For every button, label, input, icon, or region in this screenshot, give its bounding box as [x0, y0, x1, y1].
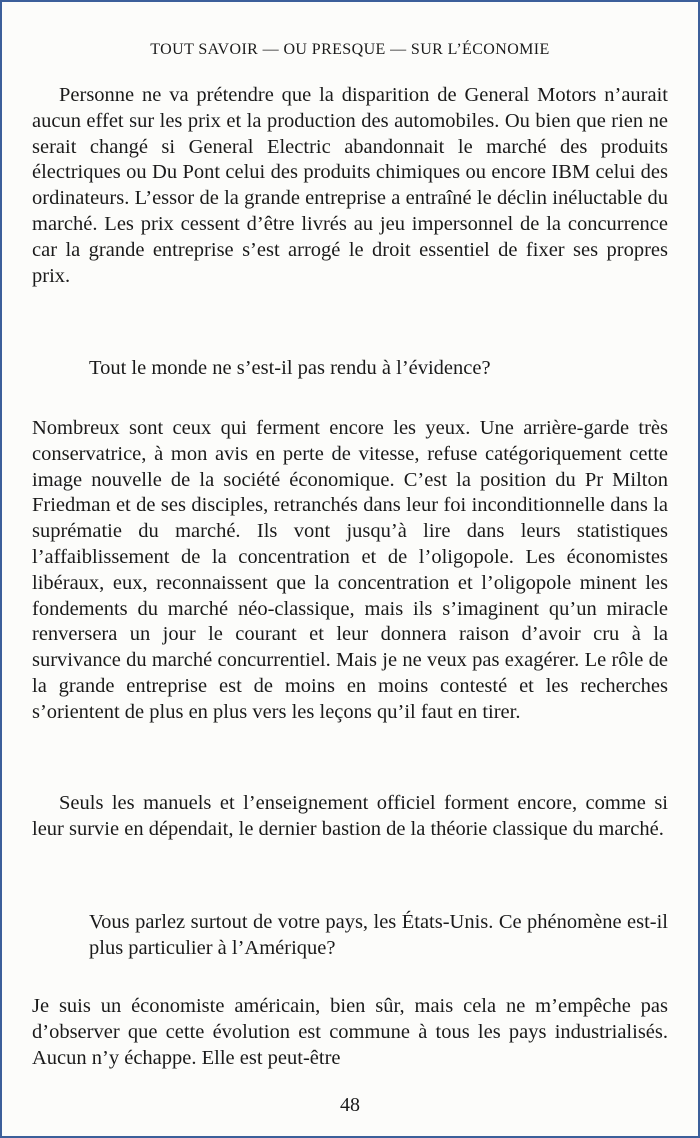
running-head: TOUT SAVOIR — OU PRESQUE — SUR L’ÉCONOMIE — [150, 41, 550, 58]
paragraph-3: Seuls les manuels et l’enseignement officiel forment encore, comme si leur survie en dépendait, le dernier bastion de la théorie classique du marché. — [32, 792, 668, 840]
paragraph-2: Nombreux sont ceux qui ferment encore les yeux. Une arrière-garde très conservatrice, à mon avis en perte de vitesse, refuse catégoriquement cette image nouvelle de la société économique. C’est la position du Pr Milton Friedman et de ses disciples, retranchés dans leur foi inconditionnelle dans la suprématie du marché. Ils vont jusqu’à lire dans leurs statistiques l’affaiblissement de la concentration et de l’oligopole. Les économistes libéraux, eux, reconnaissent que la concentration et l’oligopole minent les fondements du marché néo-classique, mais ils s’imaginent qu’un miracle renversera un jour le courant et leur donnera raison d’avoir cru à la survivance du marché concurrentiel. Mais je ne veux pas exagérer. Le rôle de la grande entreprise est de moins en moins contesté et les recherches s’orientent de plus en plus vers les leçons qu’il faut en tirer. — [32, 417, 668, 723]
book-page — [32, 2, 668, 1136]
paragraph-1: Personne ne va prétendre que la disparition de General Motors n’aurait aucun effet sur les prix et la production des automobiles. Ou bien que rien ne serait changé si General Electric abandonnait le marché des produits électriques ou Du Pont celui des produits chimiques ou encore IBM celui des ordinateurs. L’essor de la grande entreprise a entraîné le déclin inéluctable du marché. Les prix cessent d’être livrés au jeu impersonnel de la concurrence car la grande entreprise s’est arrogé le droit essentiel de fixer ses propres prix. — [32, 84, 668, 287]
interview-question-2: Vous parlez surtout de votre pays, les États-Unis. Ce phénomène est-il plus particulier à l’Amérique? — [89, 911, 668, 959]
paragraph-4: Je suis un économiste américain, bien sûr, mais cela ne m’empêche pas d’observer que cette évolution est commune à tous les pays industrialisés. Aucun n’y échappe. Elle est peut-être — [32, 995, 668, 1069]
page-number: 48 — [340, 1094, 360, 1116]
interview-question-1: Tout le monde ne s’est-il pas rendu à l’évidence? — [89, 357, 491, 379]
